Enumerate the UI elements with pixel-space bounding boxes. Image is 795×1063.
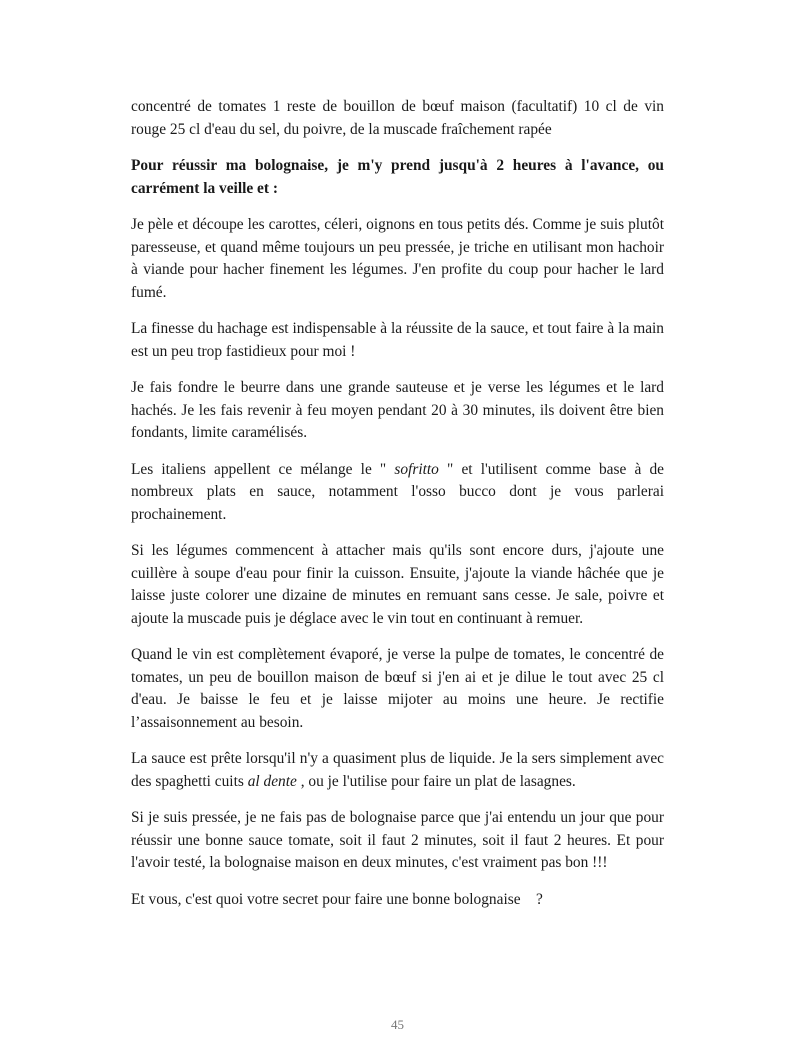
paragraph-sofritto (131, 459, 664, 527)
sofritto-text-after: " et l'utilisent comme base à de nombreux plats en sauce, notamment l'osso bucco dont je vous parlerai prochainement. (131, 460, 664, 523)
paragraph-chopping: La finesse du hachage est indispensable à la réussite de la sauce, et tout faire à la main est un peu trop fastidieux pour moi ! (131, 320, 664, 360)
paragraph-cooking-vegetables: Je fais fondre le beurre dans une grande sauteuse et je verse les légumes et le lard hachés. Je les fais revenir à feu moyen pendant 20 à 30 minutes, ils doivent être bien fondants, limite caramélisés. (131, 379, 664, 441)
sofritto-term: sofritto (394, 460, 439, 478)
section-heading: Pour réussir ma bolognaise, je m'y prend jusqu'à 2 heures à l'avance, ou carrément la veille et : (131, 157, 664, 197)
paragraph-serving (131, 748, 664, 793)
sofritto-text-before: Les italiens appellent ce mélange le " (131, 460, 395, 478)
paragraph-hurry: Si je suis pressée, je ne fais pas de bolognaise parce que j'ai entendu un jour que pour réussir une bonne sauce tomate, soit il faut 2 minutes, soit il faut 2 heures. Et pour l'avoir testé, la bolognaise maison en deux minutes, c'est vraiment pas bon !!! (131, 809, 664, 871)
paragraph-meat: Si les légumes commencent à attacher mais qu'ils sont encore durs, j'ajoute une cuillère à soupe d'eau pour finir la cuisson. Ensuite, j'ajoute la viande hâchée que je laisse juste colorer une dizaine de minutes en remuant sans cesse. Je sale, poivre et ajoute la muscade puis je déglace avec le vin tout en continuant à remuer. (131, 542, 664, 627)
page-body (131, 96, 664, 925)
serving-text-before: La sauce est prête lorsqu'il n'y a quasiment plus de liquide. Je la sers simplement avec des spaghetti cuits (131, 750, 664, 790)
serving-text-after: , ou je l'utilise pour faire un plat de lasagnes. (296, 772, 576, 790)
al-dente-term: al dente (247, 772, 297, 790)
paragraph-preparation: Je pèle et découpe les carottes, céleri, oignons en tous petits dés. Comme je suis plutôt paresseuse, et quand même toujours un peu pressée, je triche en utilisant mon hachoir à viande pour hacher finement les légumes. J'en profite du coup pour hacher le lard fumé. (131, 216, 664, 301)
paragraph-simmer: Quand le vin est complètement évaporé, je verse la pulpe de tomates, le concentré de tomates, un peu de bouillon maison de bœuf si j'en ai et je dilue le tout avec 25 cl d'eau. Je baisse le feu et je laisse mijoter au moins une heure. Je rectifie l’assaisonnement au besoin. (131, 646, 664, 731)
page-number: 45 (391, 1017, 404, 1032)
ingredients-continuation: concentré de tomates 1 reste de bouillon de bœuf maison (facultatif) 10 cl de vin rouge 25 cl d'eau du sel, du poivre, de la muscade fraîchement rapée (131, 98, 664, 138)
paragraph-question: Et vous, c'est quoi votre secret pour faire une bonne bolognaise ? (131, 890, 543, 908)
